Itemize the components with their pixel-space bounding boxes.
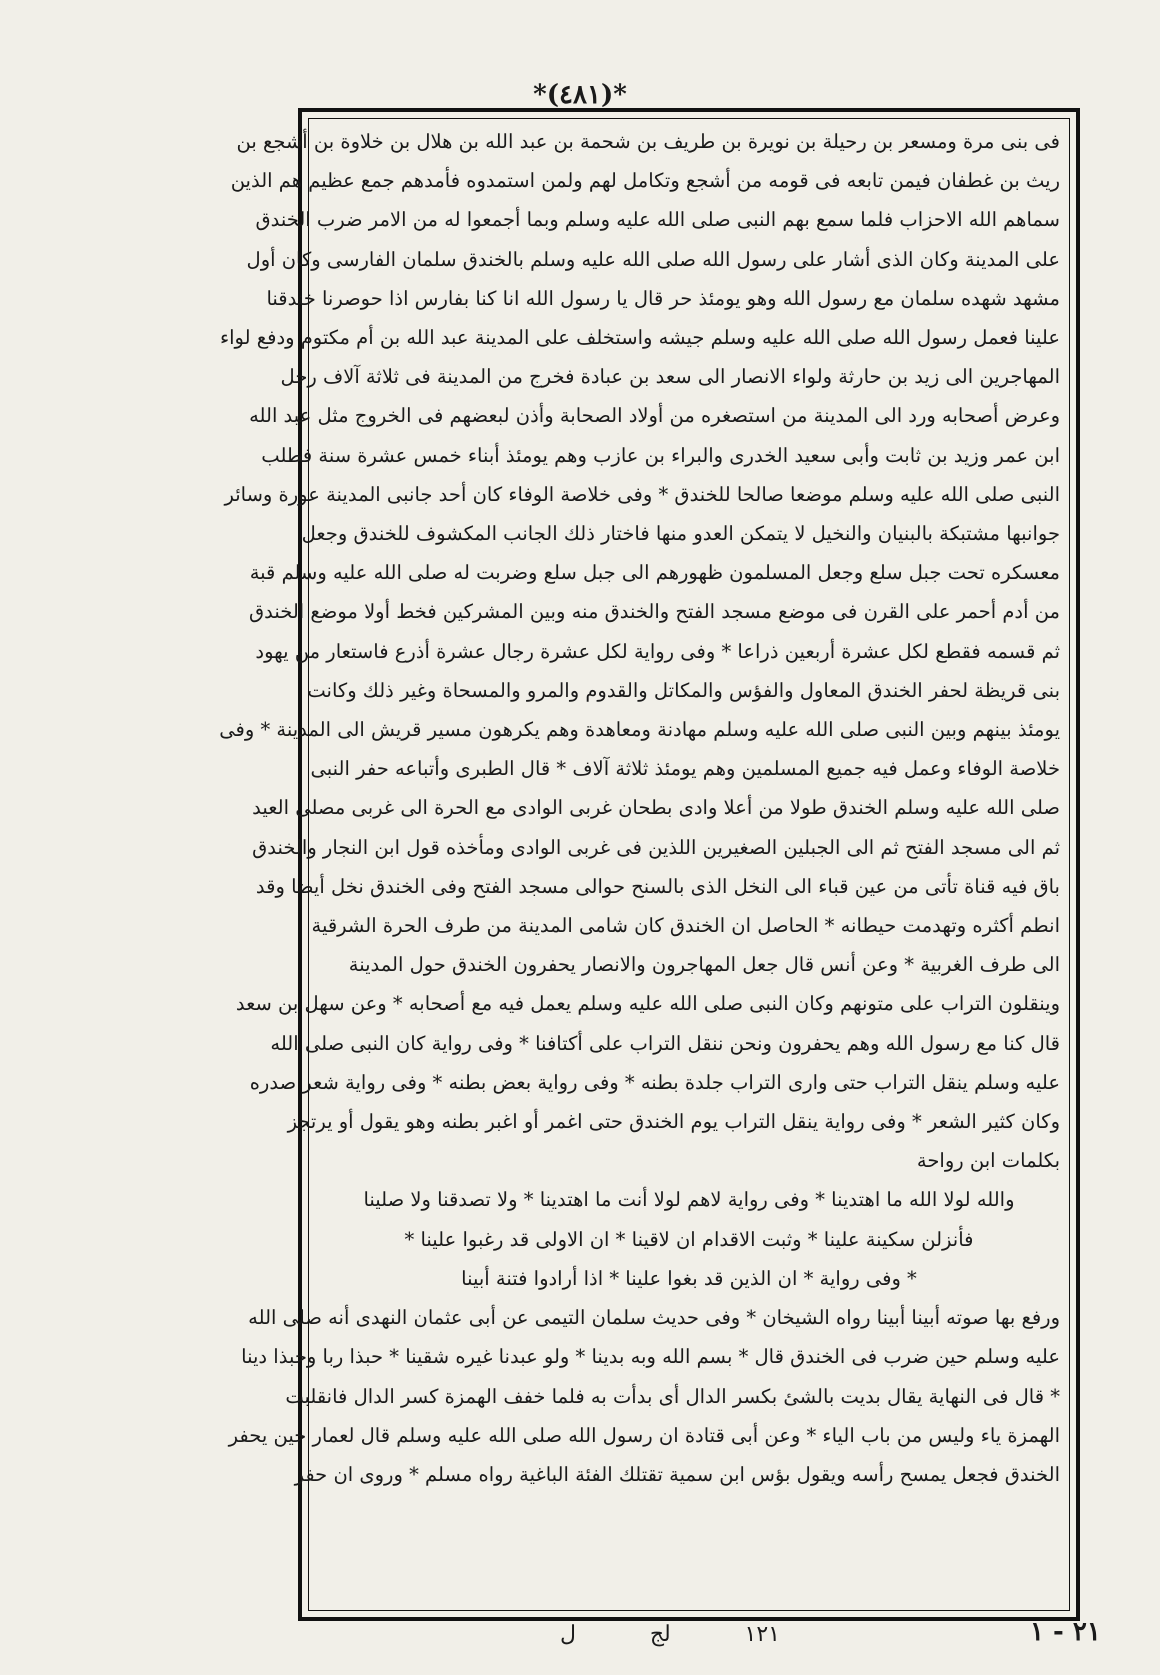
body-line: جوانبها مشتبكة بالبنيان والنخيل لا يتمكن العدو منها فاختار ذلك الجانب المكشوف للخندق وجعل [301,522,1060,546]
body-line: على المدينة وكان الذى أشار على رسول الله صلى الله عليه وسلم بالخندق سلمان الفارسى وكان أول [246,247,1060,271]
body-line: مشهد شهده سلمان مع رسول الله وهو يومئذ حر قال يا رسول الله انا كنا بفارس اذا حوصرنا خندقنا [266,286,1060,310]
body-line: سماهم الله الاحزاب فلما سمع بهم النبى صلى الله عليه وسلم وبما أجمعوا له من الامر ضرب الخندق [255,208,1060,232]
closing-line: الهمزة ياء وليس من باب الياء * وعن أبى قتادة ان رسول الله صلى الله عليه وسلم قال لعمار حين يحفر [228,1423,1060,1447]
body-line: وعرض أصحابه ورد الى المدينة من استصغره من أولاد الصحابة وأذن لبعضهم فى الخروج مثل عبد الله [249,404,1060,428]
body-line: عليه وسلم ينقل التراب حتى وارى التراب جلدة بطنه * وفى رواية بعض بطنه * وفى رواية شعر صدره [249,1070,1060,1094]
closing-line: عليه وسلم حين ضرب فى الخندق قال * بسم الله وبه بدينا * ولو عبدنا غيره شقينا * حبذا ربا وحبذا دينا [241,1345,1060,1369]
body-line: علينا فعمل رسول الله صلى الله عليه وسلم جيشه واستخلف على المدينة عبد الله بن أم مكتوم ودفع لواء [219,326,1060,350]
body-line: قال كنا مع رسول الله وهم يحفرون ونحن ننقل التراب على أكتافنا * وفى رواية كان النبى صلى الله [270,1031,1060,1055]
body-line: يومئذ بينهم وبين النبى صلى الله عليه وسلم مهادنة ومعاهدة وهم يكرهون مسير قريش الى المدينة * وفى [219,718,1060,742]
body-line: انطم أكثره وتهدمت حيطانه * الحاصل ان الخندق كان شامى المدينة من طرف الحرة الشرقية [311,914,1060,938]
body-line: وينقلون التراب على متونهم وكان النبى صلى الله عليه وسلم يعمل فيه مع أصحابه * وعن سهل بن سعد [235,992,1060,1016]
body-line: المهاجرين الى زيد بن حارثة ولواء الانصار الى سعد بن عبادة فخرج من المدينة فى ثلاثة آلاف رجل [280,365,1060,389]
body-line: صلى الله عليه وسلم الخندق طولا من أعلا وادى بطحان غربى الوادى مع الحرة الى غربى مصلى العيد [252,796,1060,820]
body-line: من أدم أحمر على القرن فى موضع مسجد الفتح والخندق منه وبين المشركين فخط أولا موضع الخندق [249,600,1060,624]
closing-line: ورفع بها صوته أبينا أبينا رواه الشيخان * وفى حديث سلمان التيمى عن أبى عثمان النهدى أنه صلى الله [248,1306,1060,1330]
body-line: فى بنى مرة ومسعر بن رحيلة بن نويرة بن طريف بن شحمة بن عبد الله بن هلال بن خلاوة بن أشجع بن [236,130,1060,153]
body-line: باق فيه قناة تأتى من عين قباء الى النخل الذى بالسنح حوالى مسجد الفتح وفى الخندق نخل أيضا وقد [255,874,1060,898]
signature-mark: ل [560,1622,576,1647]
body-line: ثم قسمه فقطع لكل عشرة أربعين ذراعا * وفى رواية لكل عشرة رجال عشرة أذرع فاستعار من يهود [255,639,1060,663]
signature-mark: ١٢١ [744,1622,780,1647]
body-line: بنى قريظة لحفر الخندق المعاول والفؤس والمكاتل والقدوم والمرو والمسحاة وغير ذلك وكانت [307,678,1060,702]
body-line: معسكره تحت جبل سلع وجعل المسلمون ظهورهم الى جبل سلع وضربت له صلى الله عليه وسلم قبة [249,561,1060,585]
body-line: ريث بن غطفان فيمن تابعه فى قومه من أشجع وتكامل لهم ولمن استمدوه فأمدهم جمع عظيم هم الذين [230,169,1060,193]
sheet-mark: ٢١ - ١ [1030,1617,1101,1647]
body-line: النبى صلى الله عليه وسلم موضعا صالحا للخندق * وفى خلاصة الوفاء كان أحد جانبى المدينة عورة وسائر [224,482,1060,506]
signature-mark: لج [649,1622,671,1647]
body-line: ثم الى مسجد الفتح ثم الى الجبلين الصغيرين اللذين فى غربى الوادى ومأخذه قول ابن النجار والخندق [252,835,1060,859]
body-line: ابن عمر وزيد بن ثابت وأبى سعيد الخدرى والبراء بن عازب وهم يومئذ أبناء خمس عشرة سنة فطلب [261,443,1060,467]
text-body [219,122,1060,1607]
poem-line: والله لولا الله ما اهتدينا * وفى رواية لاهم لولا أنت ما اهتدينا * ولا تصدقنا ولا صلينا [363,1188,1015,1212]
closing-line: * قال فى النهاية يقال بديت بالشئ بكسر الدال أى بدأت به فلما خفف الهمزة كسر الدال فانقلبت [285,1384,1060,1408]
body-line: وكان كثير الشعر * وفى رواية ينقل التراب يوم الخندق حتى اغمر أو اغبر بطنه وهو يقول أو يرتجز [287,1110,1060,1134]
signature-marks [560,1622,780,1647]
body-line: بكلمات ابن رواحة [916,1149,1060,1173]
body-line: خلاصة الوفاء وعمل فيه جميع المسلمين وهم يومئذ ثلاثة آلاف * قال الطبرى وأتباعه حفر النبى [310,757,1060,781]
page-number: *(٤٨١)* [533,80,627,110]
closing-line: الخندق فجعل يمسح رأسه ويقول بؤس ابن سمية تقتلك الفئة الباغية رواه مسلم * وروى ان حفر [294,1462,1060,1486]
text-frame [219,108,1080,1621]
body-line: الى طرف الغربية * وعن أنس قال جعل المهاجرون والانصار يحفرون الخندق حول المدينة [348,953,1060,977]
poem-line: فأنزلن سكينة علينا * وثبت الاقدام ان لاقينا * ان الاولى قد رغبوا علينا * [404,1227,974,1251]
poem-line: * وفى رواية * ان الذين قد بغوا علينا * اذا أرادوا فتنة أبينا [461,1266,917,1290]
